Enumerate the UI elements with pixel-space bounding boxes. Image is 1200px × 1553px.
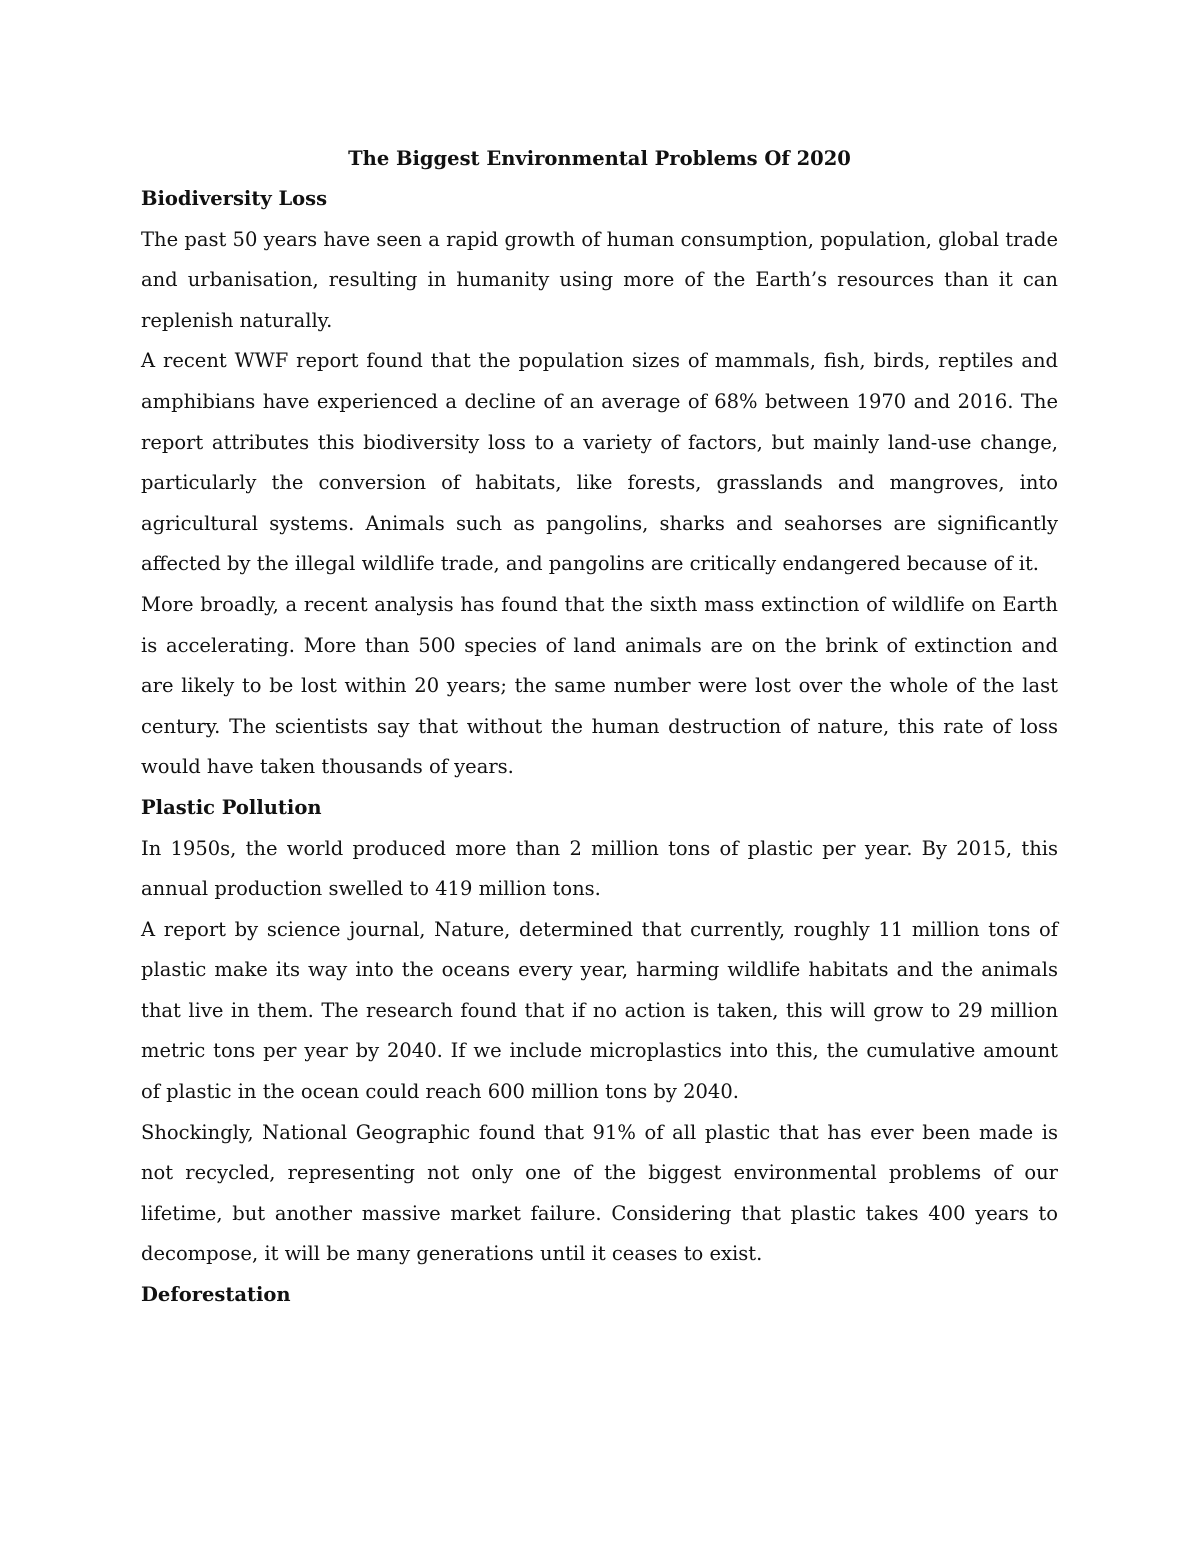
section-heading-biodiversity-loss: Biodiversity Loss: [141, 187, 328, 210]
document-page: [141, 140, 1058, 1316]
paragraph: In 1950s, the world produced more than 2 million tons of plastic per year. By 2015, this annual production swelled to 419 million tons.: [141, 836, 1058, 901]
section-heading-deforestation: Deforestation: [141, 1283, 291, 1307]
paragraph: A report by science journal, Nature, determined that currently, roughly 11 million tons of plastic make its way into the oceans every year, harming wildlife habitats and the animals that live in them. The research found that if no action is taken, this will grow to 29 million metric tons per year by 2040. If we include microplastics into this, the cumulative amount of plastic in the ocean could reach 600 million tons by 2040.: [141, 917, 1058, 1104]
paragraph: The past 50 years have seen a rapid growth of human consumption, population, global trade and urbanisation, resulting in humanity using more of the Earth’s resources than it can replenish naturally.: [141, 227, 1058, 332]
document-title: The Biggest Environmental Problems Of 2020: [348, 147, 851, 170]
paragraph: Shockingly, National Geographic found that 91% of all plastic that has ever been made is not recycled, representing not only one of the biggest environmental problems of our lifetime, but another massive market failure. Considering that plastic takes 400 years to decompose, it will be many generations until it ceases to exist.: [141, 1120, 1058, 1266]
paragraph: More broadly, a recent analysis has found that the sixth mass extinction of wildlife on Earth is accelerating. More than 500 species of land animals are on the brink of extinction and are likely to be lost within 20 years; the same number were lost over the whole of the last century. The scientists say that without the human destruction of nature, this rate of loss would have taken thousands of years.: [141, 592, 1058, 779]
section-heading-plastic-pollution: Plastic Pollution: [141, 795, 322, 819]
paragraph: A recent WWF report found that the population sizes of mammals, fish, birds, reptiles and amphibians have experienced a decline of an average of 68% between 1970 and 2016. The report attributes this biodiversity loss to a variety of factors, but mainly land-use change, particularly the conversion of habitats, like forests, grasslands and mangroves, into agricultural systems. Animals such as pangolins, sharks and seahorses are significantly affected by the illegal wildlife trade, and pangolins are critically endangered because of it.: [141, 349, 1058, 576]
